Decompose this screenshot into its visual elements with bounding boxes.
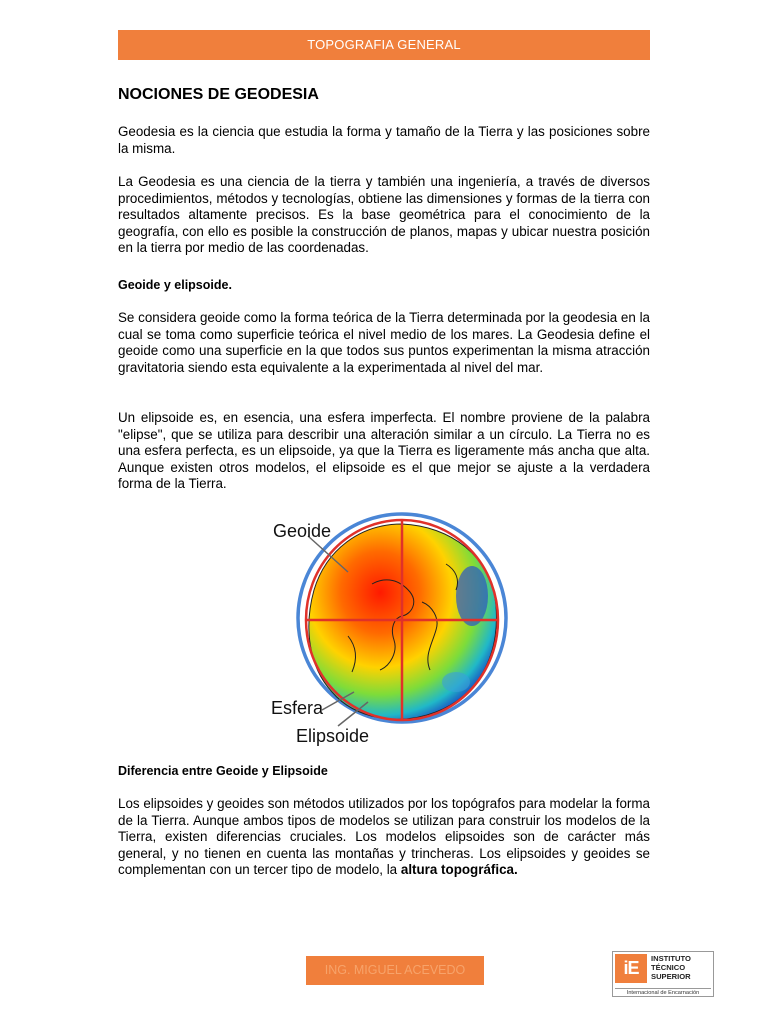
label-esfera: Esfera	[271, 698, 324, 718]
paragraph-geoid: Se considera geoide como la forma teórica de la Tierra determinada por la geodesia en la cual se toma como superficie teórica el nivel medio de los mares. La Geodesia define el geoide como una superficie en la que todos sus puntos experimentan la misma atracción gravitatoria siendo esta equivalente a la experimentada al nivel del mar.	[118, 310, 650, 375]
institute-logo	[612, 951, 714, 997]
logo-line-1: INSTITUTO	[651, 954, 691, 963]
page-title: NOCIONES DE GEODESIA	[118, 86, 319, 103]
footer-author: ING. MIGUEL ACEVEDO	[306, 956, 484, 985]
paragraph-ellipsoid: Un elipsoide es, en esencia, una esfera imperfecta. El nombre proviene de la palabra "elipse", que se utiliza para describir una alteración similar a un círculo. La Tierra no es una esfera perfecta, es un elipsoide, ya que la Tierra es ligeramente más ancha que alta. Aunque existen otros modelos, el elipsoide es el que mejor se ajuste a la verdadera forma de la Tierra.	[118, 410, 650, 492]
header-bar: TOPOGRAFIA GENERAL	[118, 30, 650, 60]
logo-text	[651, 954, 691, 981]
geoid-figure	[260, 506, 516, 750]
paragraph-geodesy-science: La Geodesia es una ciencia de la tierra y también una ingeniería, a través de diversos procedimientos, métodos y tecnologías, obtiene las dimensiones y formas de la tierra con resultados altamente precisos. Es la base geométrica para el conocimiento de la geografía, con ello es posible la construcción de planos, mapas y ubicar nuestra posición en la tierra por medio de las coordenadas.	[118, 174, 650, 256]
section-heading-difference: Diferencia entre Geoide y Elipsoide	[118, 764, 328, 778]
label-elipsoide: Elipsoide	[296, 726, 370, 746]
logo-mark-icon: iE	[615, 954, 647, 983]
bold-topographic-height: altura topográfica.	[400, 862, 518, 878]
section-heading-geoid-ellipsoid: Geoide y elipsoide.	[118, 278, 232, 292]
geoid-diagram	[260, 506, 516, 750]
paragraph-difference	[118, 796, 650, 879]
label-geoide: Geoide	[273, 521, 332, 541]
paragraph-definition: Geodesia es la ciencia que estudia la forma y tamaño de la Tierra y las posiciones sobre la misma.	[118, 124, 650, 156]
paragraph-difference-text: Los elipsoides y geoides son métodos utilizados por los topógrafos para modelar la forma de la Tierra. Aunque ambos tipos de modelos se utilizan para construir los modelos de la Tierra, existen diferencias cruciales. Los modelos elipsoides son de carácter más general, y no tienen en cuenta las montañas y trincheras. Los elipsoides y geoides se complementan con un tercer tipo de modelo, la	[118, 796, 650, 878]
logo-subtitle: Internacional de Encarnación	[615, 988, 711, 996]
logo-line-2: TÉCNICO	[651, 963, 686, 972]
logo-line-3: SUPERIOR	[651, 972, 691, 981]
